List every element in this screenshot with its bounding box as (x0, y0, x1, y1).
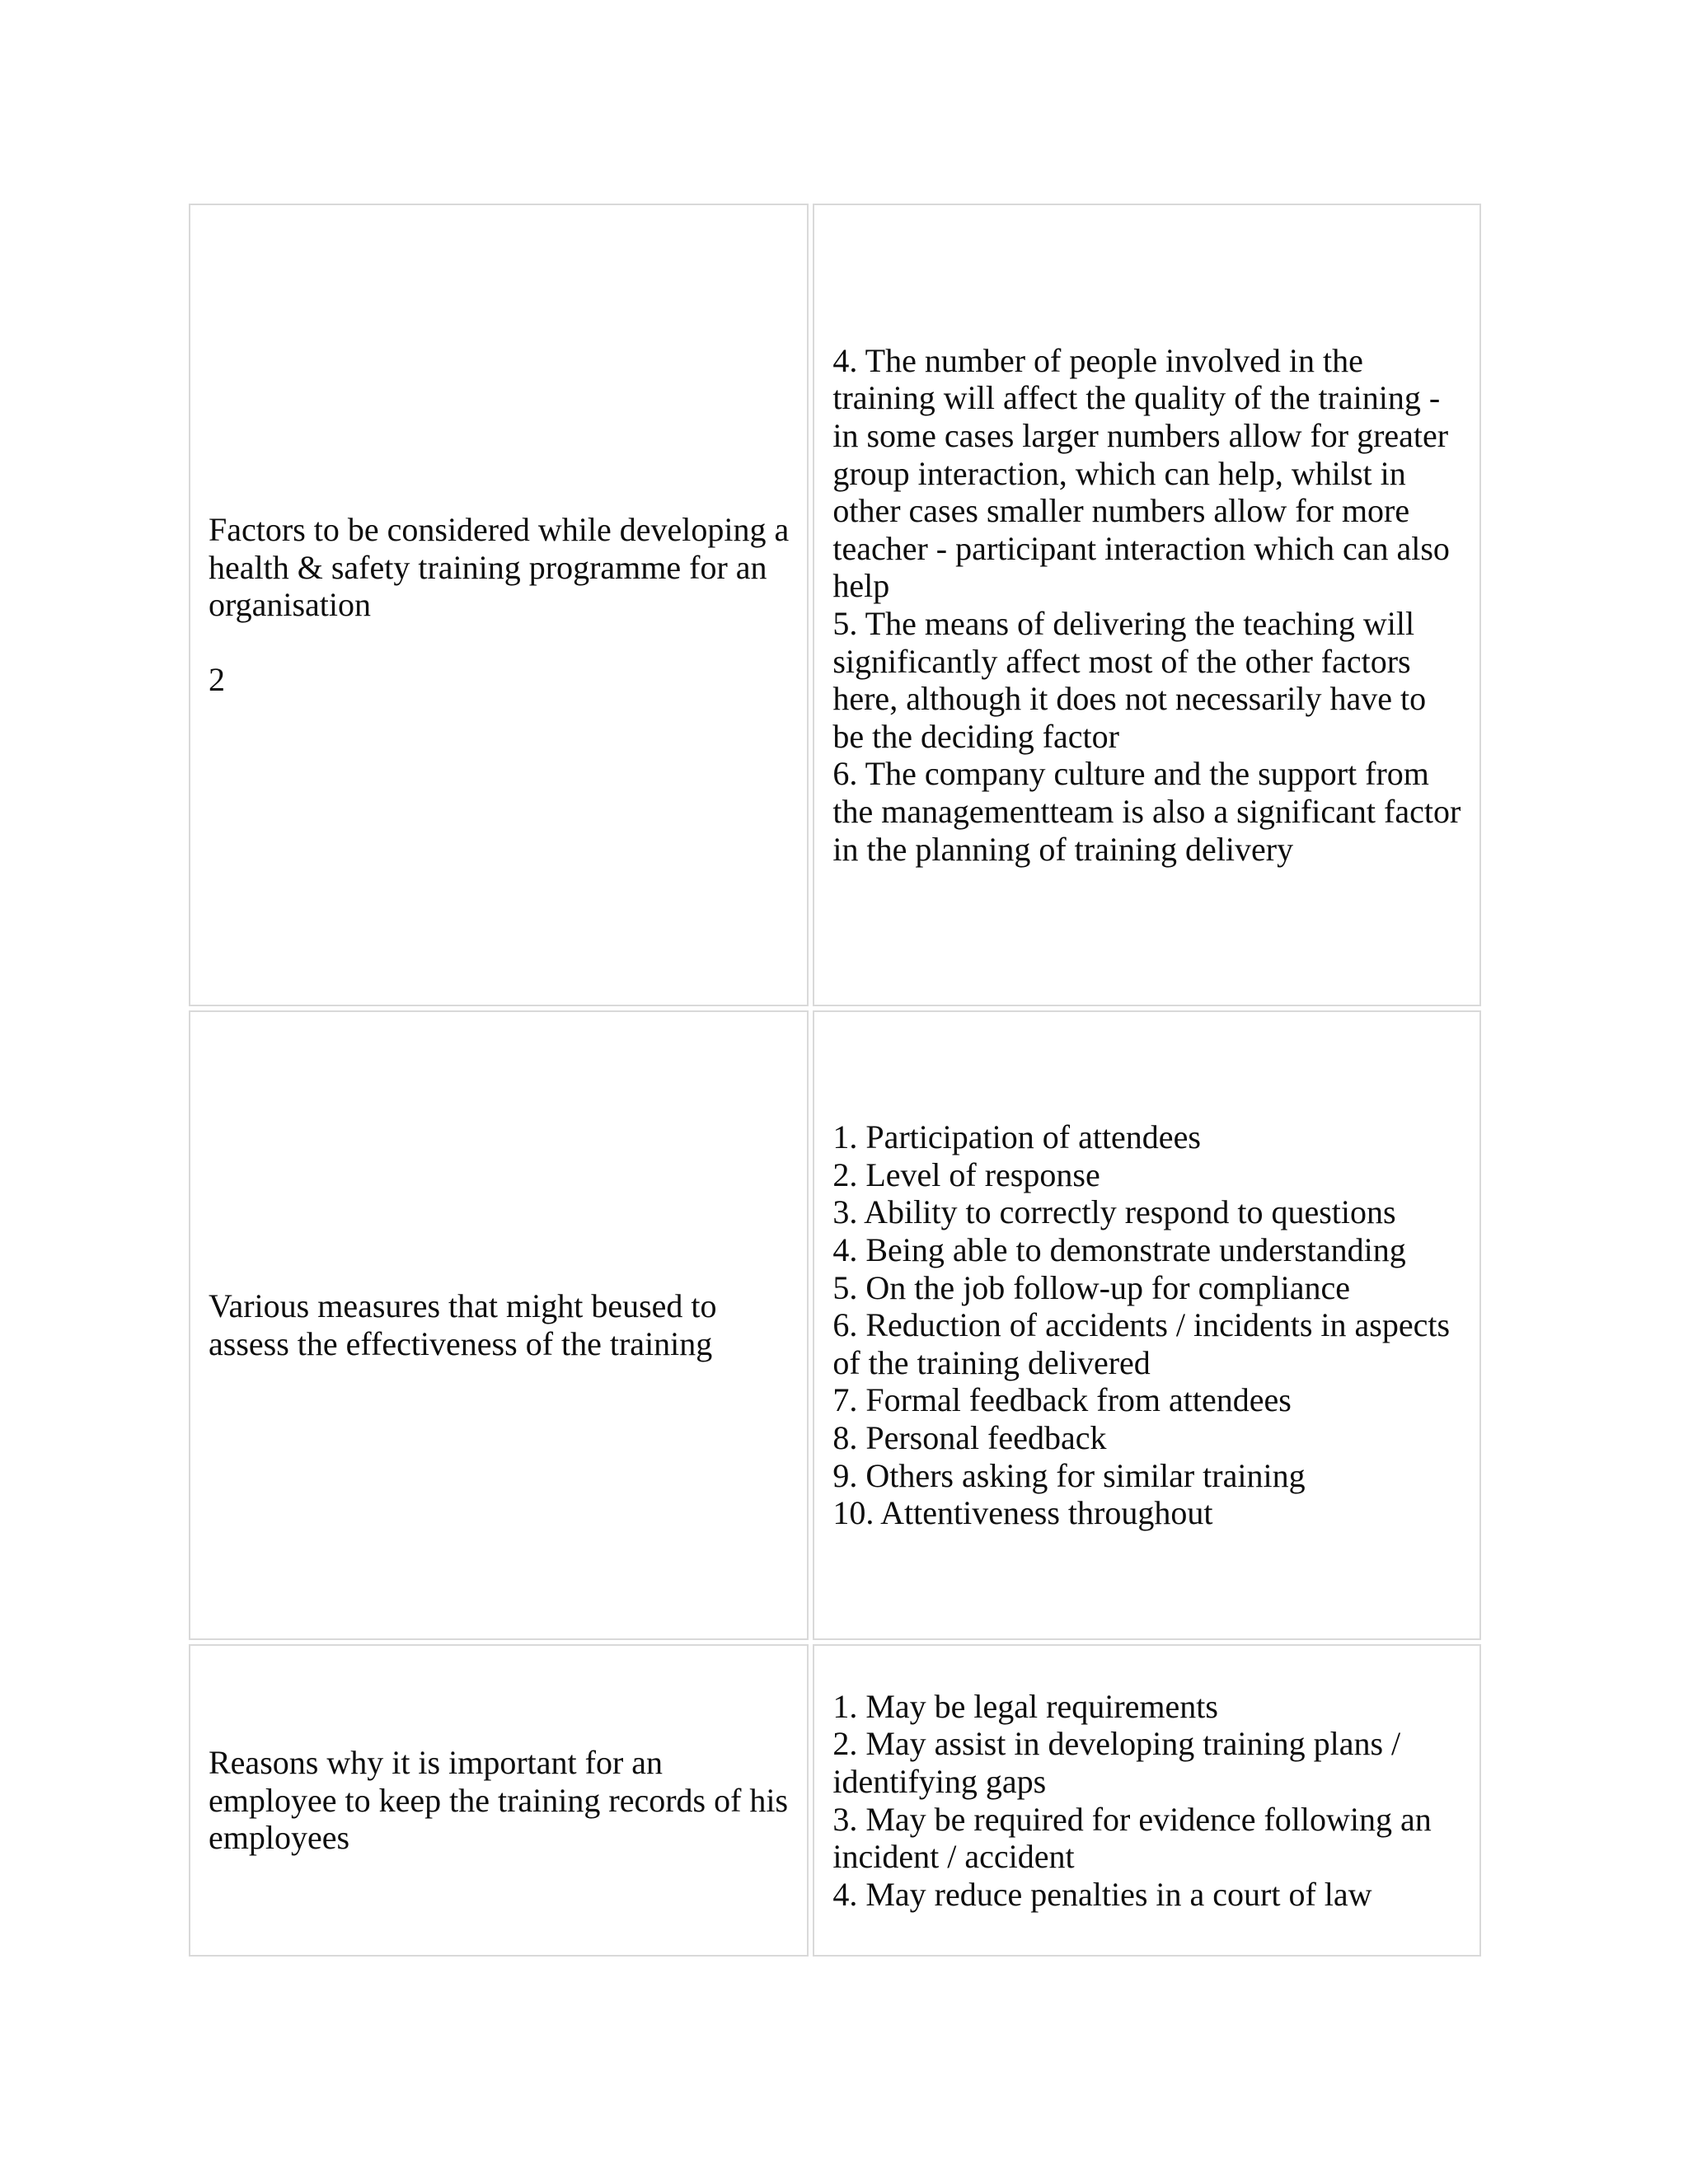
list-item: 3. May be required for evidence following an incident / accident (832, 1800, 1432, 1876)
list-item: 6. The company culture and the support from the managementteam is also a significant factor in the planning of training delivery (832, 755, 1461, 868)
blank-line (209, 624, 792, 662)
list-item: 8. Personal feedback (832, 1418, 1107, 1456)
table-row (189, 1010, 1481, 1640)
topic-number: 2 (209, 661, 225, 699)
list-item: 9. Others asking for similar training (832, 1456, 1306, 1494)
content-table (185, 199, 1485, 1961)
table-cell-topic (189, 204, 809, 1006)
table-cell-details (813, 1644, 1481, 1957)
list-item: 10. Attentiveness throughout (832, 1494, 1213, 1532)
table-cell-topic (189, 1644, 809, 1957)
list-item: 4. Being able to demonstrate understanding (832, 1231, 1406, 1269)
list-item: 3. Ability to correctly respond to questions (832, 1193, 1396, 1231)
list-item: 5. On the job follow-up for compliance (832, 1268, 1350, 1306)
topic-heading: Various measures that might beused to assess the effectiveness of the training (209, 1287, 717, 1362)
topic-heading: Reasons why it is important for an employee to keep the training records of his employees (209, 1744, 789, 1857)
list-item: 4. The number of people involved in the training will affect the quality of the training - in some cases larger numbers allow for greater group interaction, which can help, whilst in other cases smaller numbers allow for more teacher - participant interaction which can also help (832, 341, 1450, 605)
table-row (189, 204, 1481, 1006)
topic-heading: Factors to be considered while developing a health & safety training programme for an organisation (209, 511, 790, 624)
list-item: 1. May be legal requirements (832, 1687, 1218, 1725)
list-item: 1. Participation of attendees (832, 1118, 1201, 1156)
table-cell-details (813, 204, 1481, 1006)
list-item: 7. Formal feedback from attendees (832, 1381, 1292, 1419)
table-cell-details (813, 1010, 1481, 1640)
list-item: 4. May reduce penalties in a court of law (832, 1875, 1372, 1913)
list-item: 2. Level of response (832, 1155, 1100, 1193)
list-item: 2. May assist in developing training plans / identifying gaps (832, 1725, 1401, 1800)
list-item: 5. The means of delivering the teaching will significantly affect most of the other factors here, although it does not necessarily have to be the deciding factor (832, 605, 1427, 755)
table-cell-topic (189, 1010, 809, 1640)
list-item: 6. Reduction of accidents / incidents in aspects of the training delivered (832, 1306, 1451, 1381)
table-row (189, 1644, 1481, 1957)
